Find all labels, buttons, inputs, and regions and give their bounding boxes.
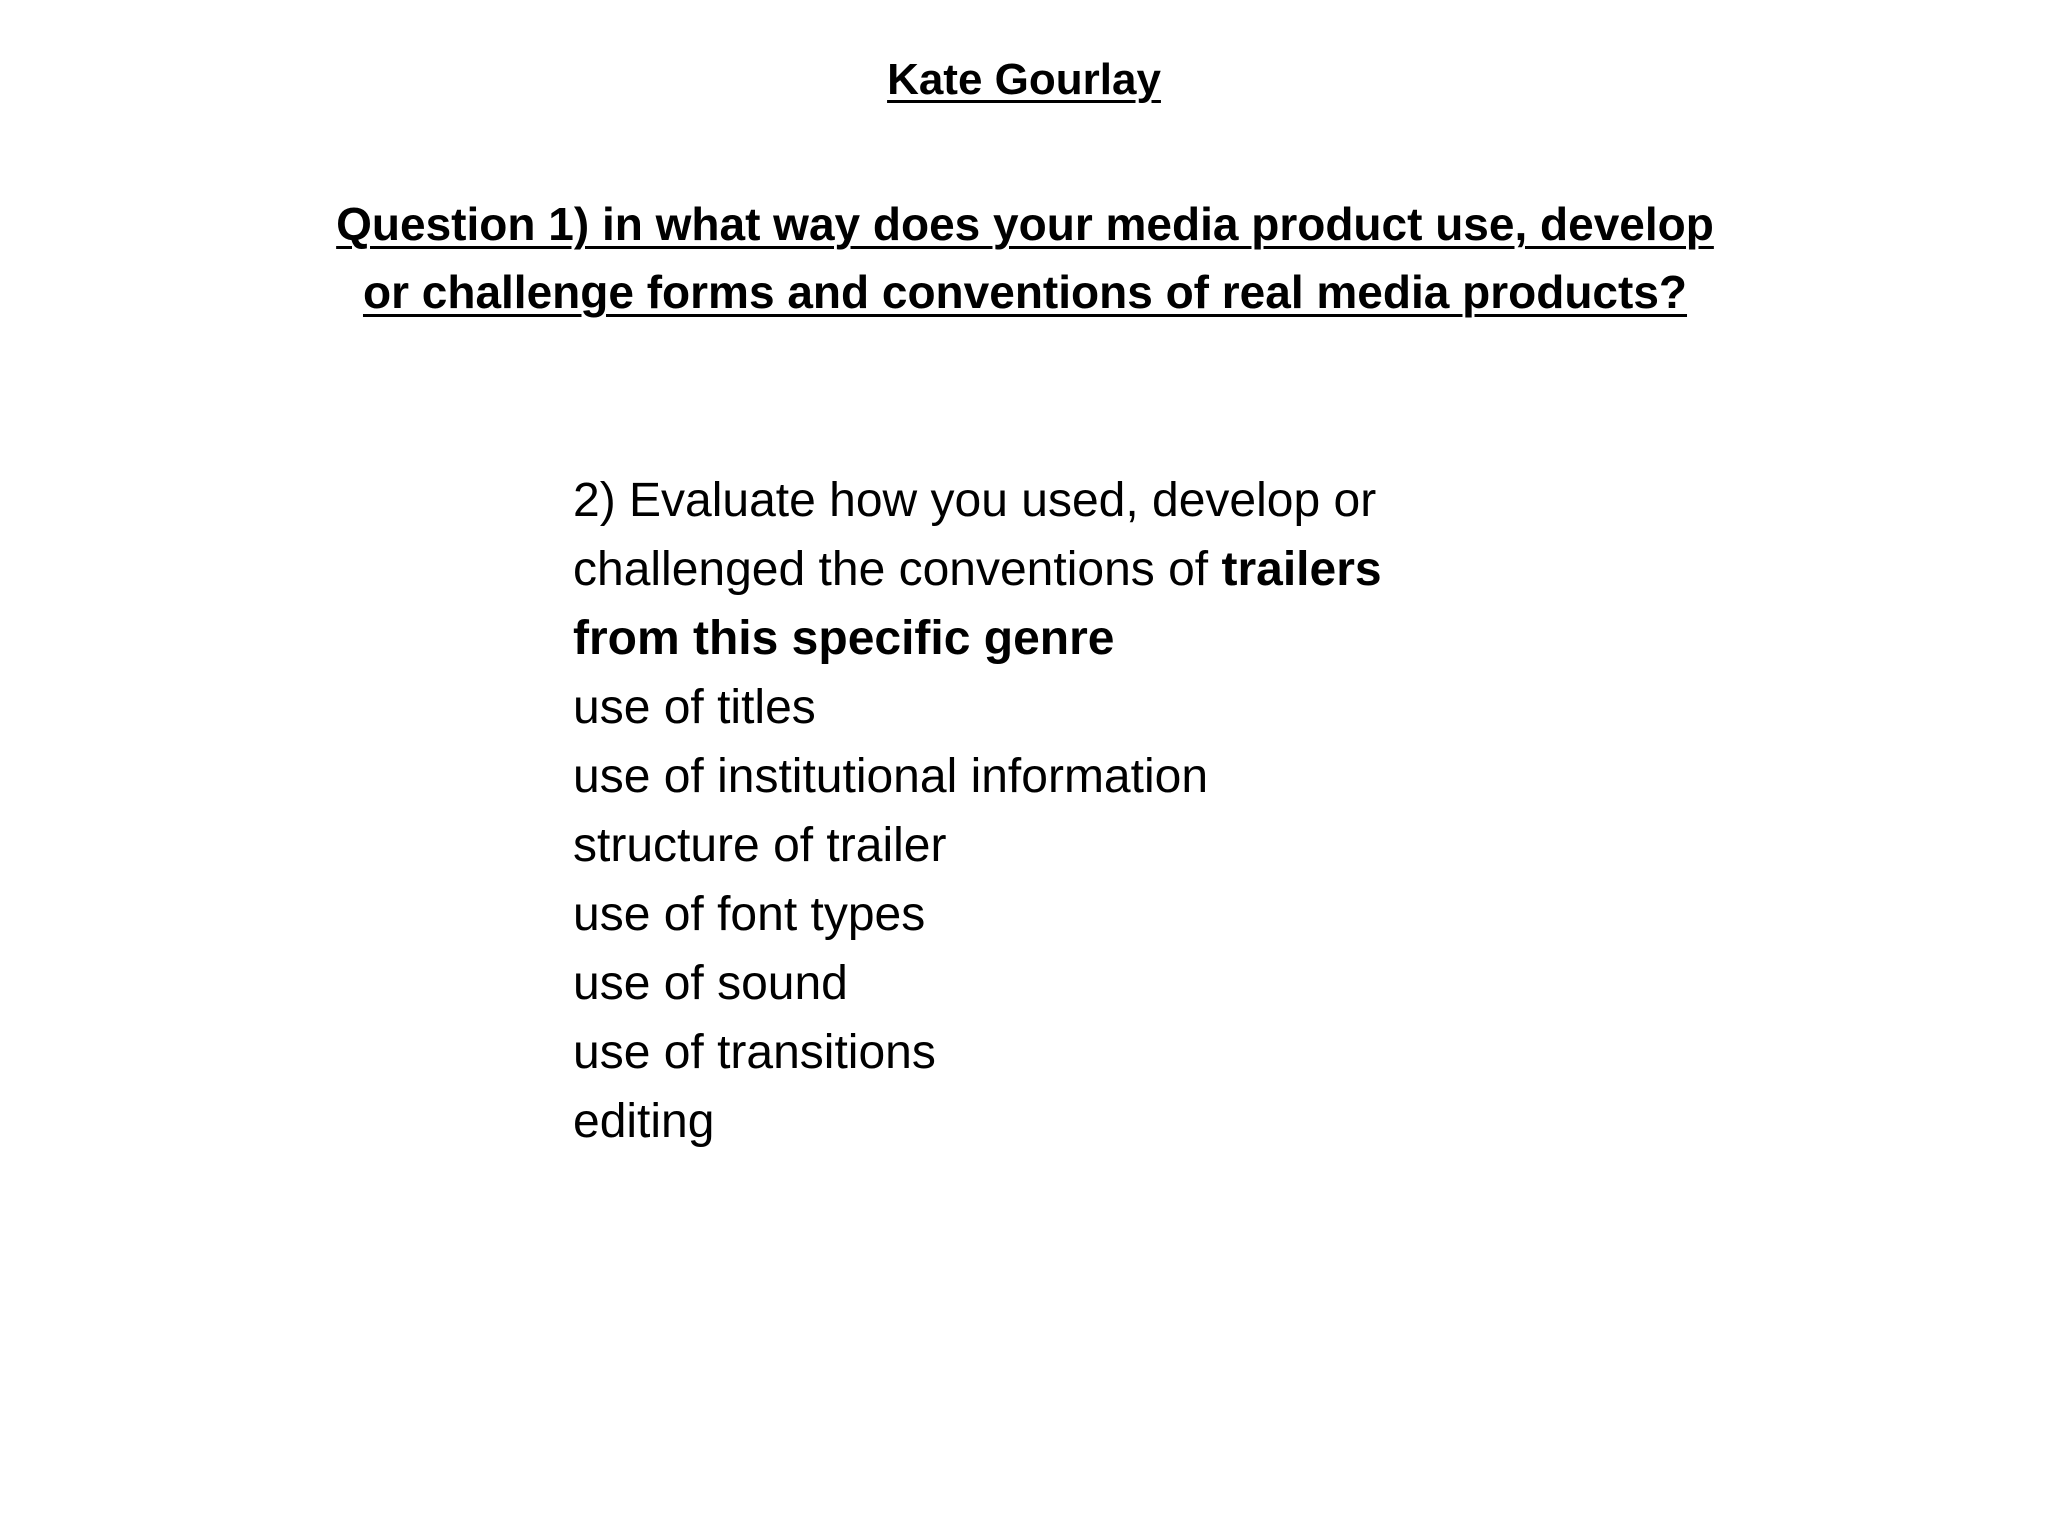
question-2-line-2	[573, 535, 1573, 604]
question-1	[180, 190, 1870, 326]
question-2-emphasis-trailers: trailers	[1221, 543, 1382, 596]
question-1-line-1: Question 1) in what way does your media product use, develop	[336, 198, 1714, 250]
list-item: use of titles	[573, 681, 816, 734]
slide-title: Kate Gourlay	[887, 55, 1161, 104]
list-item: use of transitions	[573, 1026, 936, 1079]
list-item: use of institutional information	[573, 750, 1209, 803]
question-1-line-2: or challenge forms and conventions of real media products?	[362, 266, 1688, 318]
question-2	[573, 466, 1573, 1156]
list-item: use of sound	[573, 957, 848, 1010]
question-2-line-3	[573, 604, 1573, 673]
list-item: editing	[573, 1095, 715, 1148]
question-2-line-2-text: challenged the conventions of	[573, 543, 1222, 596]
list-item: use of font types	[573, 888, 926, 941]
question-2-emphasis-genre: from this specific genre	[573, 612, 1115, 665]
list-item: structure of trailer	[573, 819, 947, 872]
question-2-line-1: 2) Evaluate how you used, develop or	[573, 474, 1377, 527]
